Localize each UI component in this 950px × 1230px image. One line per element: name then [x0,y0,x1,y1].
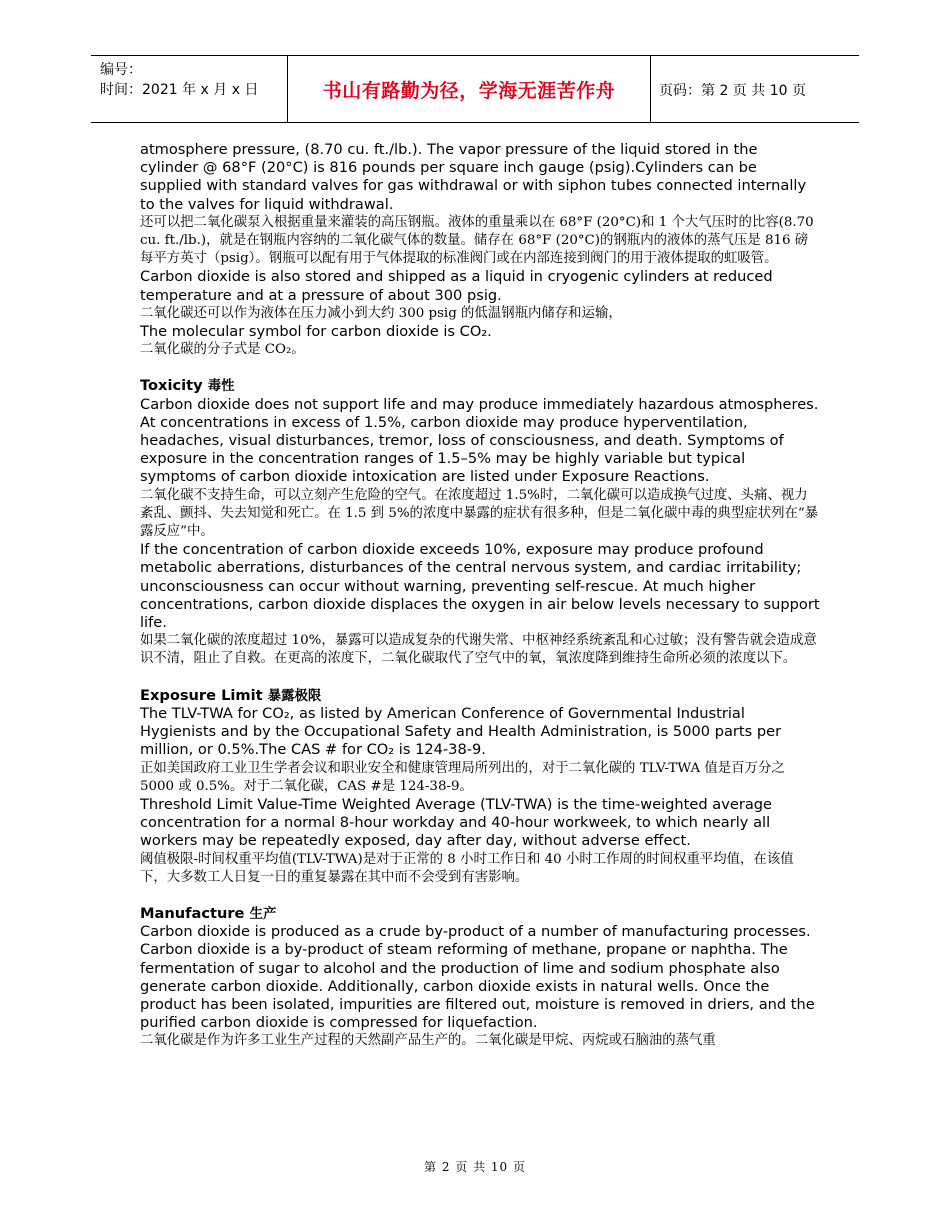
section-heading-manufacture [140,905,820,923]
header-divider [650,56,651,122]
paragraph-zh: 二氧化碳不支持生命，可以立刻产生危险的空气。在浓度超过 1.5%时，二氧化碳可以造成换气过度、头痛、视力紊乱、颤抖、失去知觉和死亡。在 1.5 到 5%的浓度中暴露的症状有很多种，但是二氧化碳中毒的典型症状列在“暴露反应”中。 [140,487,819,540]
heading-en: Toxicity [140,377,203,395]
heading-en: Exposure Limit [140,686,263,704]
paragraph-zh: 还可以把二氧化碳泵入根据重量来灌装的高压钢瓶。液体的重量乘以在 68°F (20°C)和 1 个大气压时的比容(8.70 cu. ft./lb.)，就是在钢瓶内容纳的二氧化碳气体的数量。储存在 68°F (20°C)的钢瓶内的液体的蒸气压是 816 磅每平方英寸（psig）。钢瓶可以配有用于气体提取的标准阀门或在内部连接到阀门的用于液体提取的虹吸管。 [140,214,814,267]
time-label: 时间：2021 年 x 月 x 日 [100,82,259,98]
paragraph-zh: 阈值极限-时间权重平均值(TLV-TWA)是对于正常的 8 小时工作日和 40 小时工作周的时间权重平均值，在该值下，大多数工人日复一日的重复暴露在其中而不会受到有害影响。 [140,851,794,885]
number-label: 编号： [100,62,142,78]
header-motto: 书山有路勤为径，学海无涯苦作舟 [322,80,616,102]
paragraph-zh: 正如美国政府工业卫生学者会议和职业安全和健康管理局所列出的，对于二氧化碳的 TLV-TWA 值是百万分之 5000 或 0.5%。对于二氧化碳，CAS #是 124-38-9。 [140,760,785,794]
header-meta [100,60,258,100]
section-heading-exposure-limit [140,687,820,705]
paragraph-en: Carbon dioxide does not support life and may produce immediately hazardous atmospheres. At concentrations in excess of 1.5%, carbon dioxide may produce hyperventilation, headaches, visual disturbances, tremor, loss of consciousness, and death. Symptoms of exposure in the concentration ranges of 1.5–5% may be highly variable but typical symptoms of carbon dioxide intoxication are listed under Exposure Reactions. [140,395,819,486]
document-body [140,141,820,1051]
paragraph-en: Carbon dioxide is also stored and shipped as a liquid in cryogenic cylinders at reduced temperature and at a pressure of about 300 psig. [140,268,773,304]
section-heading-toxicity [140,377,820,395]
paragraph-zh: 如果二氧化碳的浓度超过 10%，暴露可以造成复杂的代谢失常、中枢神经系统紊乱和心过敏；没有警告就会造成意识不清，阻止了自救。在更高的浓度下，二氧化碳取代了空气中的氧，氧浓度降到维持生命所必须的浓度以下。 [140,633,817,667]
paragraph-en: atmosphere pressure, (8.70 cu. ft./lb.). The vapor pressure of the liquid stored in the cylinder @ 68°F (20°C) is 816 pounds per square inch gauge (psig).Cylinders can be supplied with standard valves for gas withdrawal or with siphon tubes connected internally to the valves for liquid withdrawal. [140,141,807,213]
heading-zh: 暴露极限 [267,687,322,704]
spacer [140,887,820,905]
heading-zh: 毒性 [207,378,235,395]
paragraph-zh: 二氧化碳的分子式是 CO₂。 [140,342,305,358]
heading-en: Manufacture [140,904,245,922]
page-footer: 第 2 页 共 10 页 [424,1160,526,1174]
paragraph-zh: 二氧化碳是作为许多工业生产过程的天然副产品生产的。二氧化碳是甲烷、丙烷或石脑油的蒸气重 [140,1033,716,1049]
paragraph-en: If the concentration of carbon dioxide exceeds 10%, exposure may produce profound metabolic aberrations, disturbances of the central nervous system, and cardiac irritability; unconsciousness can occur without warning, preventing self-rescue. At much higher concentrations, carbon dioxide displaces the oxygen in air below levels necessary to support life. [140,541,820,632]
paragraph-en: The molecular symbol for carbon dioxide is CO₂. [140,323,492,341]
paragraph-zh: 二氧化碳还可以作为液体在压力减小到大约 300 psig 的低温钢瓶内储存和运输， [140,305,622,321]
page-header [91,55,859,123]
paragraph-en: Carbon dioxide is produced as a crude by-product of a number of manufacturing processes. Carbon dioxide is a by-product of steam reforming of methane, propane or naphtha. The fermentation of sugar to alcohol and the production of lime and sodium phosphate also generate carbon dioxide. Additionally, carbon dioxide exists in natural wells. Once the product has been isolated, impurities are filtered out, moisture is removed in driers, and the purified carbon dioxide is compressed for liquefaction. [140,923,815,1032]
spacer [140,669,820,687]
paragraph-en: The TLV-TWA for CO₂, as listed by American Conference of Governmental Industrial Hygienists and by the Occupational Safety and Health Administration, is 5000 parts per million, or 0.5%.The CAS # for CO₂ is 124-38-9. [140,704,782,759]
header-page-label: 页码：第 2 页 共 10 页 [659,83,806,99]
paragraph-en: Threshold Limit Value-Time Weighted Average (TLV-TWA) is the time-weighted average concentration for a normal 8-hour workday and 40-hour workweek, to which nearly all workers may be repeatedly exposed, day after day, without adverse effect. [140,795,773,850]
spacer [140,359,820,377]
heading-zh: 生产 [249,905,277,922]
